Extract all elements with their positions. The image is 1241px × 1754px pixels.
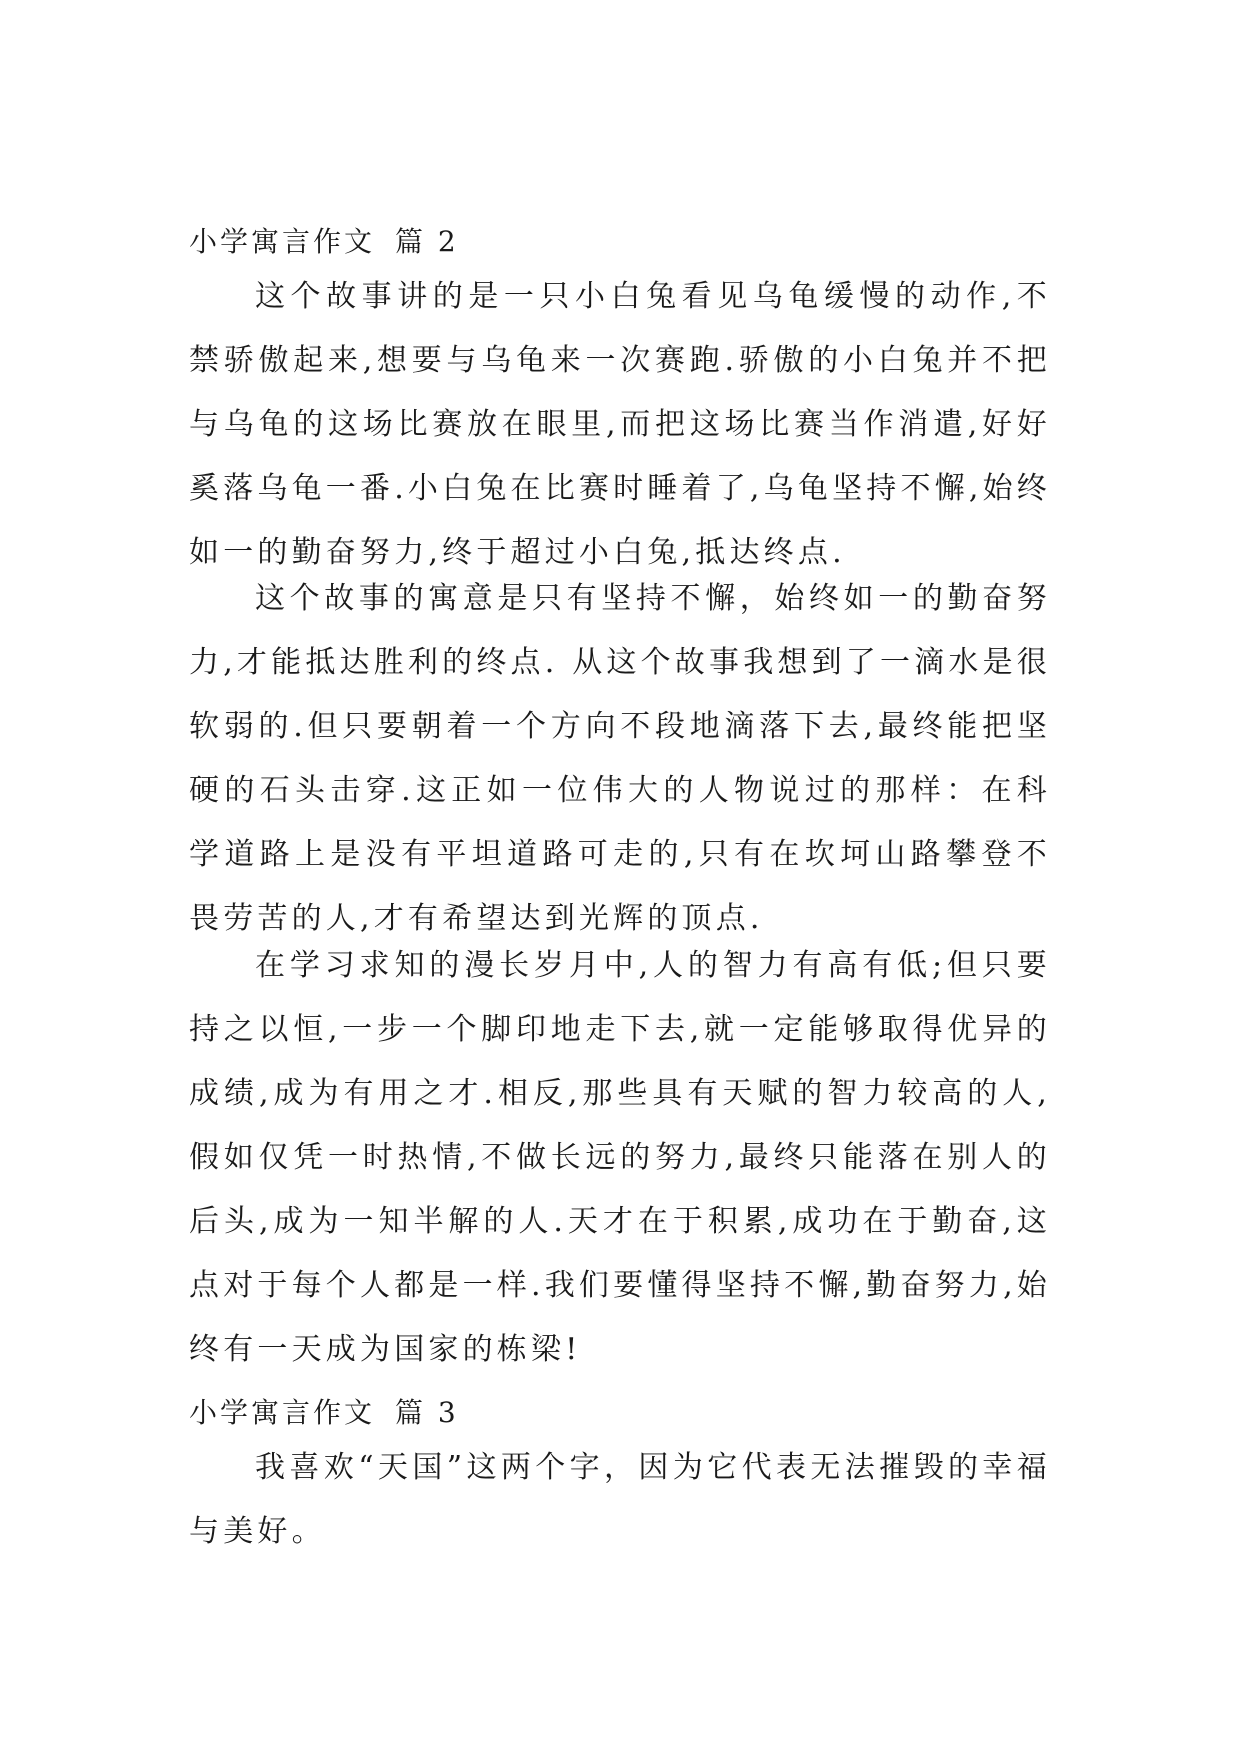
- section-number: 篇 2: [395, 225, 459, 258]
- section-title: 小学寓言作文: [189, 1396, 376, 1429]
- section-title: 小学寓言作文: [189, 225, 376, 258]
- section-heading-3: [189, 1393, 459, 1433]
- paragraph: 在学习求知的漫长岁月中,人的智力有高有低;但只要持之以恒,一步一个脚印地走下去,就一定能够取得优异的成绩,成为有用之才.相反,那些具有天赋的智力较高的人,假如仅凭一时热情,不做长远的努力,最终只能落在别人的后头,成为一知半解的人.天才在于积累,成功在于勤奋,这点对于每个人都是一样.我们要懂得坚持不懈,勤奋努力,始终有一天成为国家的栋梁!: [189, 948, 1052, 1367]
- paragraph: 这个故事的寓意是只有坚持不懈，始终如一的勤奋努力,才能抵达胜利的终点. 从这个故事我想到了一滴水是很软弱的.但只要朝着一个方向不段地滴落下去,最终能把坚硬的石头击穿.这正如一位伟大的人物说过的那样：在科学道路上是没有平坦道路可走的,只有在坎坷山路攀登不畏劳苦的人,才有希望达到光辉的顶点.: [189, 581, 1052, 936]
- section-number: 篇 3: [395, 1396, 459, 1429]
- section-heading-2: [189, 222, 459, 262]
- paragraph: 我喜欢“天国”这两个字，因为它代表无法摧毁的幸福与美好。: [189, 1450, 1051, 1549]
- paragraph: 这个故事讲的是一只小白兔看见乌龟缓慢的动作,不禁骄傲起来,想要与乌龟来一次赛跑.骄傲的小白兔并不把与乌龟的这场比赛放在眼里,而把这场比赛当作消遣,好好奚落乌龟一番.小白兔在比赛时睡着了,乌龟坚持不懈,始终如一的勤奋努力,终于超过小白兔,抵达终点.: [189, 279, 1052, 570]
